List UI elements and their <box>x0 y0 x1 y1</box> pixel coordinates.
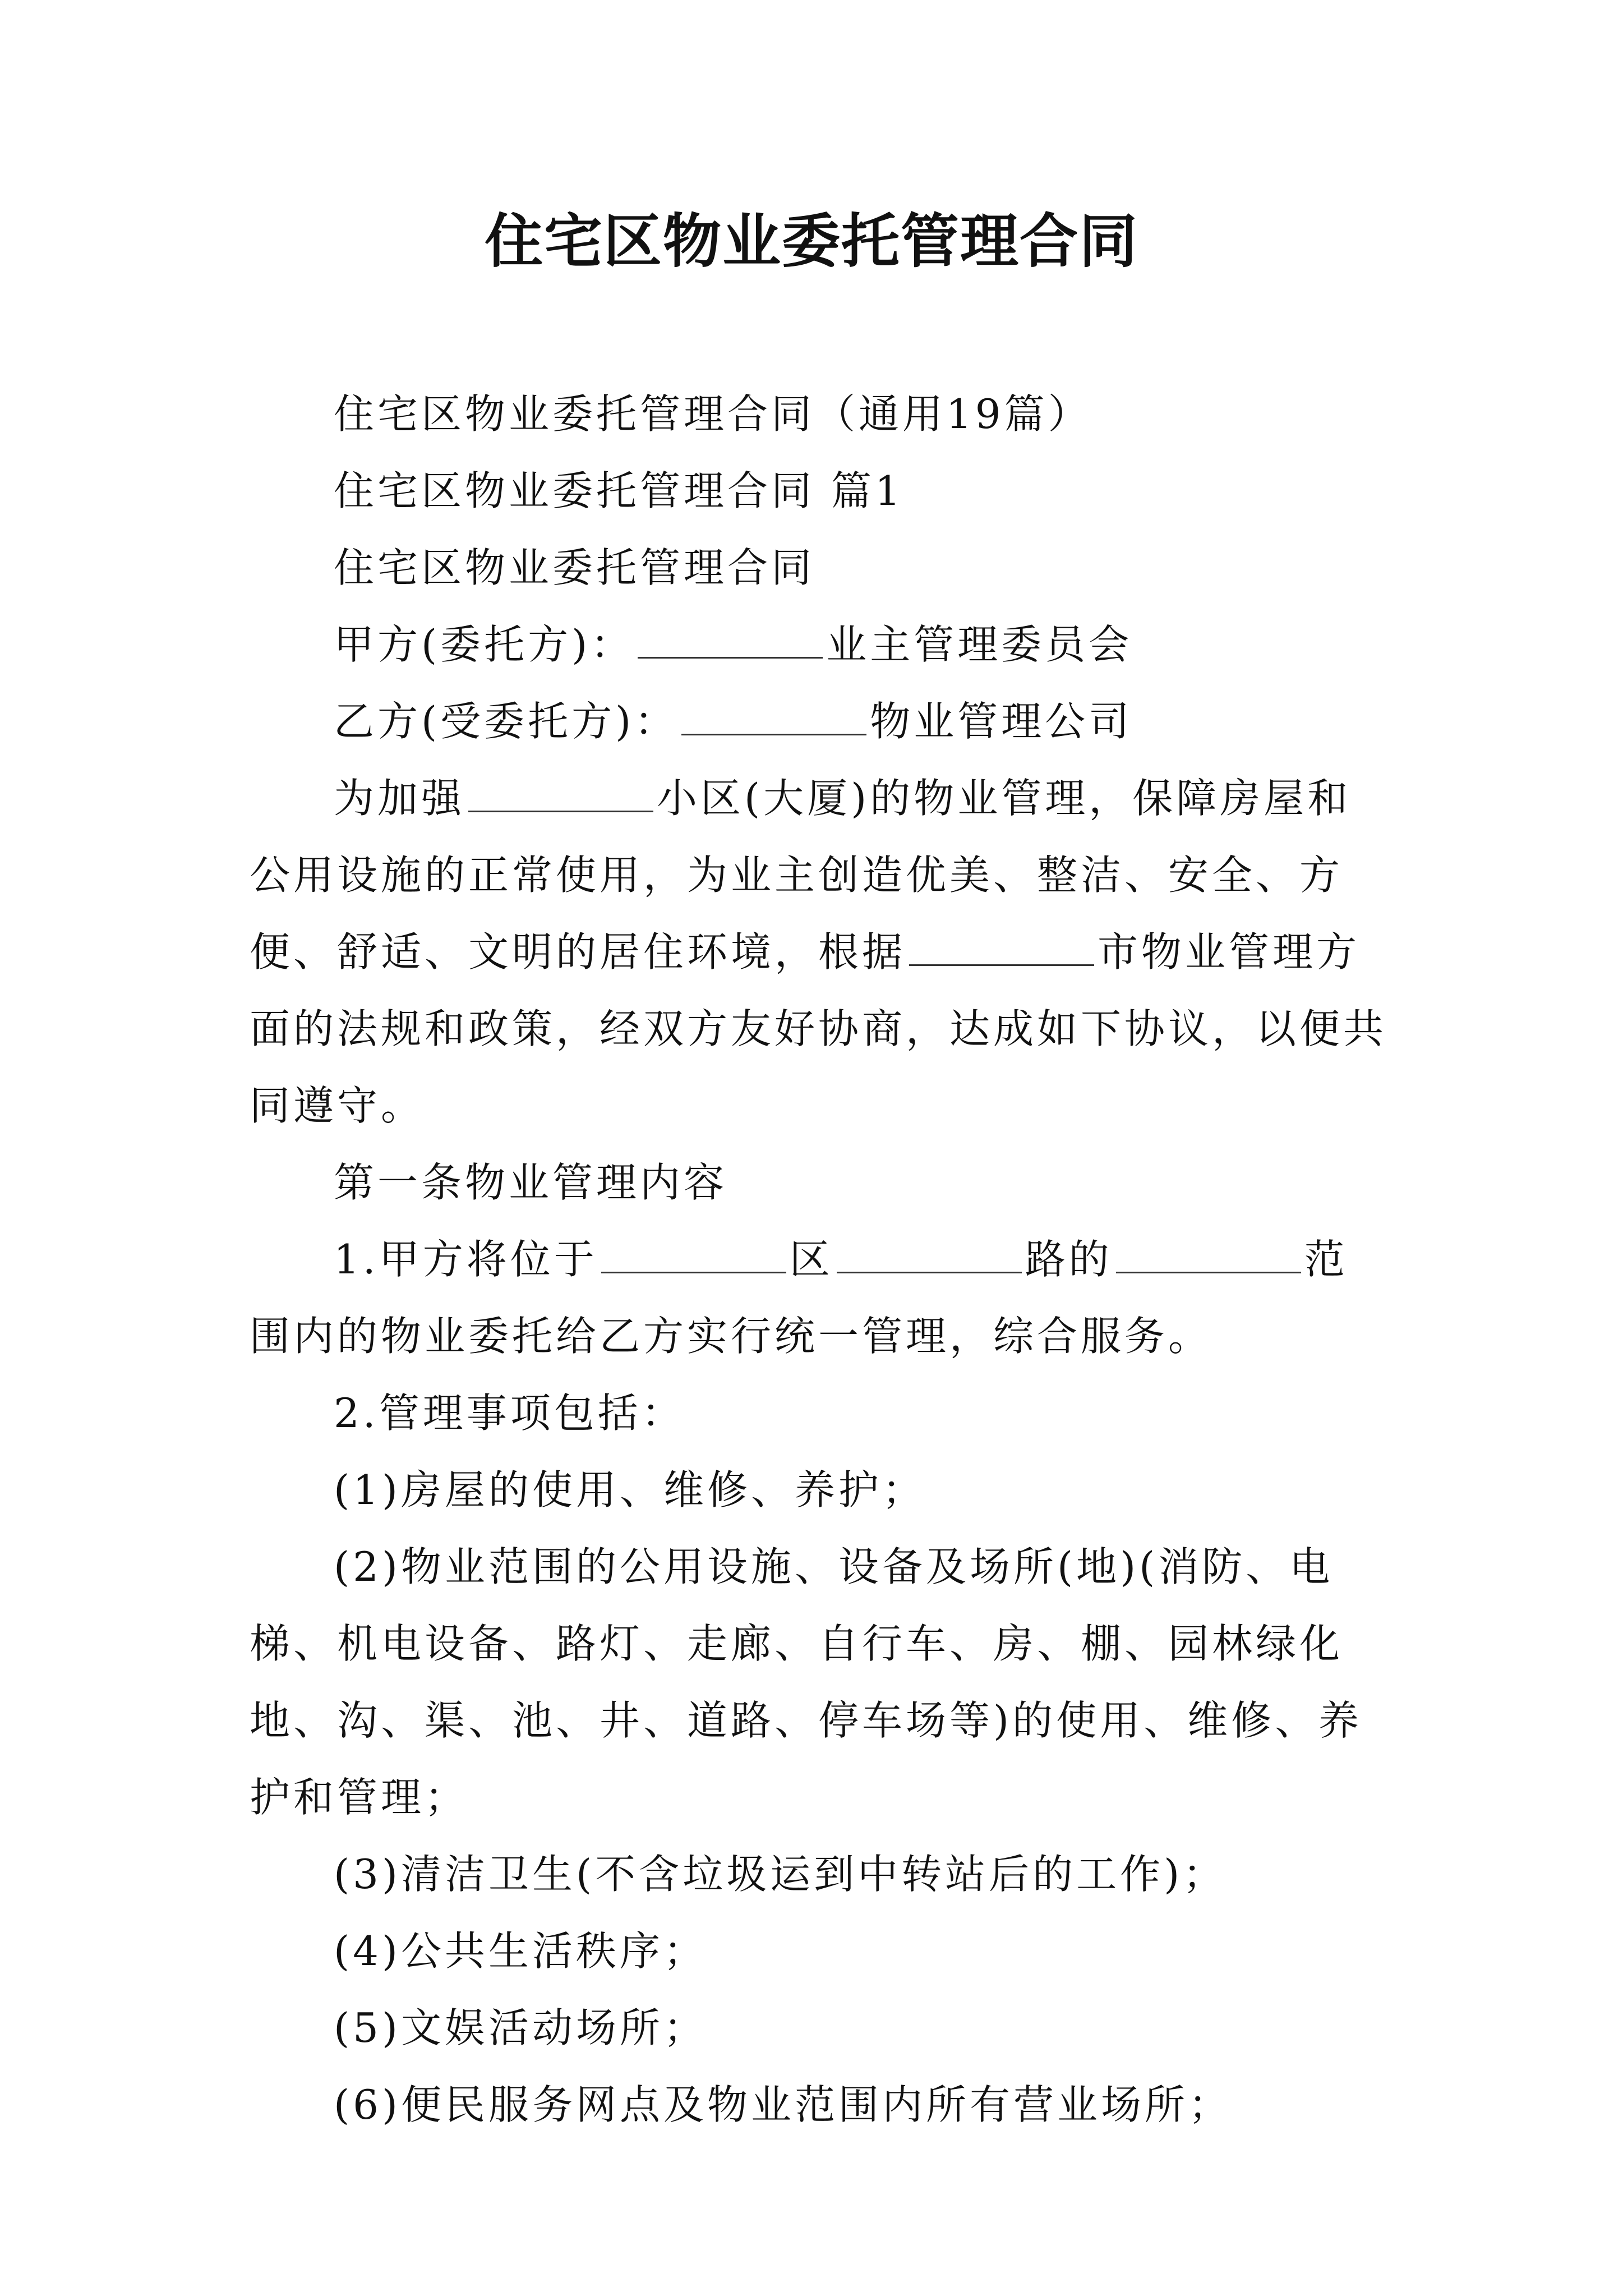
document-title: 住宅区物业委托管理合同 <box>484 206 1138 275</box>
party-b-line <box>250 683 1388 760</box>
preamble-part2: 小区(大厦)的物业管理，保障房屋和公用设施的正常使用，为业主创造优美、整洁、安全、方便、舒适、文明的居住环境，根据 <box>250 775 1352 976</box>
item1-part1: 1.甲方将位于 <box>334 1236 598 1283</box>
fill-blank <box>468 772 653 812</box>
preamble-part3: 市物业管理方面的法规和政策，经双方友好协商，达成如下协议，以便共同遵守。 <box>250 928 1387 1129</box>
subitem-1: (1)房屋的使用、维修、养护； <box>334 1466 926 1513</box>
fill-blank <box>909 926 1094 966</box>
item1-paragraph <box>250 1221 1388 1375</box>
fill-blank <box>638 619 823 659</box>
party-a-suffix: 业主管理委员会 <box>826 621 1133 668</box>
fill-blank <box>837 1234 1022 1273</box>
subitem-3: (3)清洁卫生(不含垃圾运到中转站后的工作)； <box>334 1851 1227 1898</box>
document-body <box>250 376 1388 2143</box>
preamble-paragraph <box>250 760 1388 1144</box>
contract-name: 住宅区物业委托管理合同 <box>334 544 815 591</box>
preamble-part1: 为加强 <box>334 775 465 822</box>
fill-blank <box>681 696 866 735</box>
subitem-4: (4)公共生活秩序； <box>334 1927 707 1975</box>
party-a-line <box>250 606 1388 683</box>
item1-part3: 路的 <box>1025 1236 1113 1283</box>
party-a-label: 甲方(委托方)： <box>334 621 635 668</box>
subtitle: 住宅区物业委托管理合同（通用19篇） <box>334 390 1092 438</box>
subitem-2: (2)物业范围的公用设施、设备及场所(地)(消防、电梯、机电设备、路灯、走廊、自行车、房、棚、园林绿化地、沟、渠、池、井、道路、停车场等)的使用、维修、养护和管理； <box>250 1543 1363 1821</box>
item2-heading: 2.管理事项包括： <box>334 1389 685 1437</box>
item1-part4: 范围内的物业委托给乙方实行统一管理，综合服务。 <box>250 1236 1348 1360</box>
subitem-6: (6)便民服务网点及物业范围内所有营业场所； <box>334 2081 1232 2128</box>
fill-blank <box>1116 1234 1301 1273</box>
fill-blank <box>601 1234 786 1273</box>
article1-heading: 第一条物业管理内容 <box>334 1159 728 1206</box>
party-b-label: 乙方(受委托方)： <box>334 698 679 745</box>
item1-part2: 区 <box>789 1236 833 1283</box>
subitem-5: (5)文娱活动场所； <box>334 2004 707 2051</box>
part-heading: 住宅区物业委托管理合同 篇1 <box>334 467 904 514</box>
party-b-suffix: 物业管理公司 <box>870 698 1133 745</box>
